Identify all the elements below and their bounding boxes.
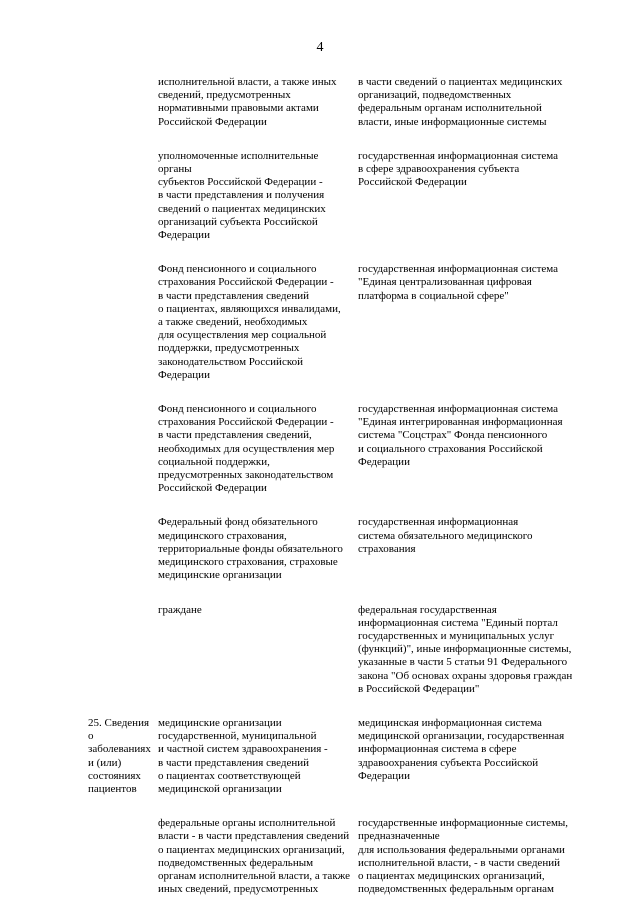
table-row: [0, 263, 640, 382]
provider-cell: медицинские организации государственной, муниципальной и частной систем здравоохранения - в части представления сведений о пациентах соответствующей медицинской организации: [158, 716, 328, 795]
system-cell: федеральная государственная информационная система "Единый портал государственных и муниципальных услуг (функций)", иные информационные системы, указанные в части 5 статьи 91 Федерального закона "Об основах охраны здоровья граждан в Российской Федерации": [358, 603, 573, 695]
provider-cell: федеральные органы исполнительной власти - в части представления сведений о пациентах медицинских организаций, подведомственных федеральным органам исполнительной власти, а также иных сведений, предусмотренных: [158, 817, 351, 896]
provider-cell: граждане: [158, 603, 202, 616]
table-row: [0, 516, 640, 582]
provider-cell: уполномоченные исполнительные органы субъектов Российской Федерации - в части представления и получения сведений о пациентах медицинских организаций субъекта Российской Федерации: [158, 149, 326, 242]
system-cell: государственные информационные системы, предназначенные для использования федеральными органами исполнительной власти, - в части сведений о пациентах медицинских организаций, подведомственных федеральным органам: [358, 817, 569, 896]
registry-table: [0, 76, 640, 917]
provider-cell: Федеральный фонд обязательного медицинского страхования, территориальные фонды обязательного медицинского страхования, страховые медицинские организации: [158, 516, 343, 582]
provider-cell: исполнительной власти, а также иных сведений, предусмотренных нормативными правовыми актами Российской Федерации: [158, 76, 337, 128]
category-cell: 25. Сведения о заболеваниях и (или) состояниях пациентов: [88, 716, 151, 795]
table-row: [0, 76, 640, 129]
table-row: [0, 817, 640, 896]
system-cell: государственная информационная система "Единая интегрированная информационная система "Соцстрах" Фонда пенсионного и социального страхования Российской Федерации: [358, 403, 563, 468]
system-cell: в части сведений о пациентах медицинских организаций, подведомственных федеральным органам исполнительной власти, иные информационные системы: [358, 76, 563, 128]
table-row: [0, 717, 640, 796]
table-row: [0, 604, 640, 696]
table-row: [0, 403, 640, 495]
system-cell: государственная информационная система обязательного медицинского страхования: [358, 516, 533, 555]
system-cell: государственная информационная система в сфере здравоохранения субъекта Российской Федерации: [358, 149, 559, 189]
page-number: 4: [316, 40, 324, 55]
table-row: [0, 150, 640, 242]
provider-cell: Фонд пенсионного и социального страхования Российской Федерации - в части представления сведений о пациентах, являющихся инвалидами, а также сведений, необходимых для осуществления мер социальной поддержки, предусмотренных законодательством Российской Федерации: [158, 263, 341, 381]
system-cell: государственная информационная система "Единая централизованная цифровая платформа в социальной сфере": [358, 263, 559, 302]
provider-cell: Фонд пенсионного и социального страхования Российской Федерации - в части представления сведений, необходимых для осуществления мер социальной поддержки, предусмотренных законодательством Российской Федерации: [158, 403, 335, 495]
system-cell: медицинская информационная система медицинской организации, государственная информационная система в сфере здравоохранения субъекта Российской Федерации: [358, 716, 565, 782]
